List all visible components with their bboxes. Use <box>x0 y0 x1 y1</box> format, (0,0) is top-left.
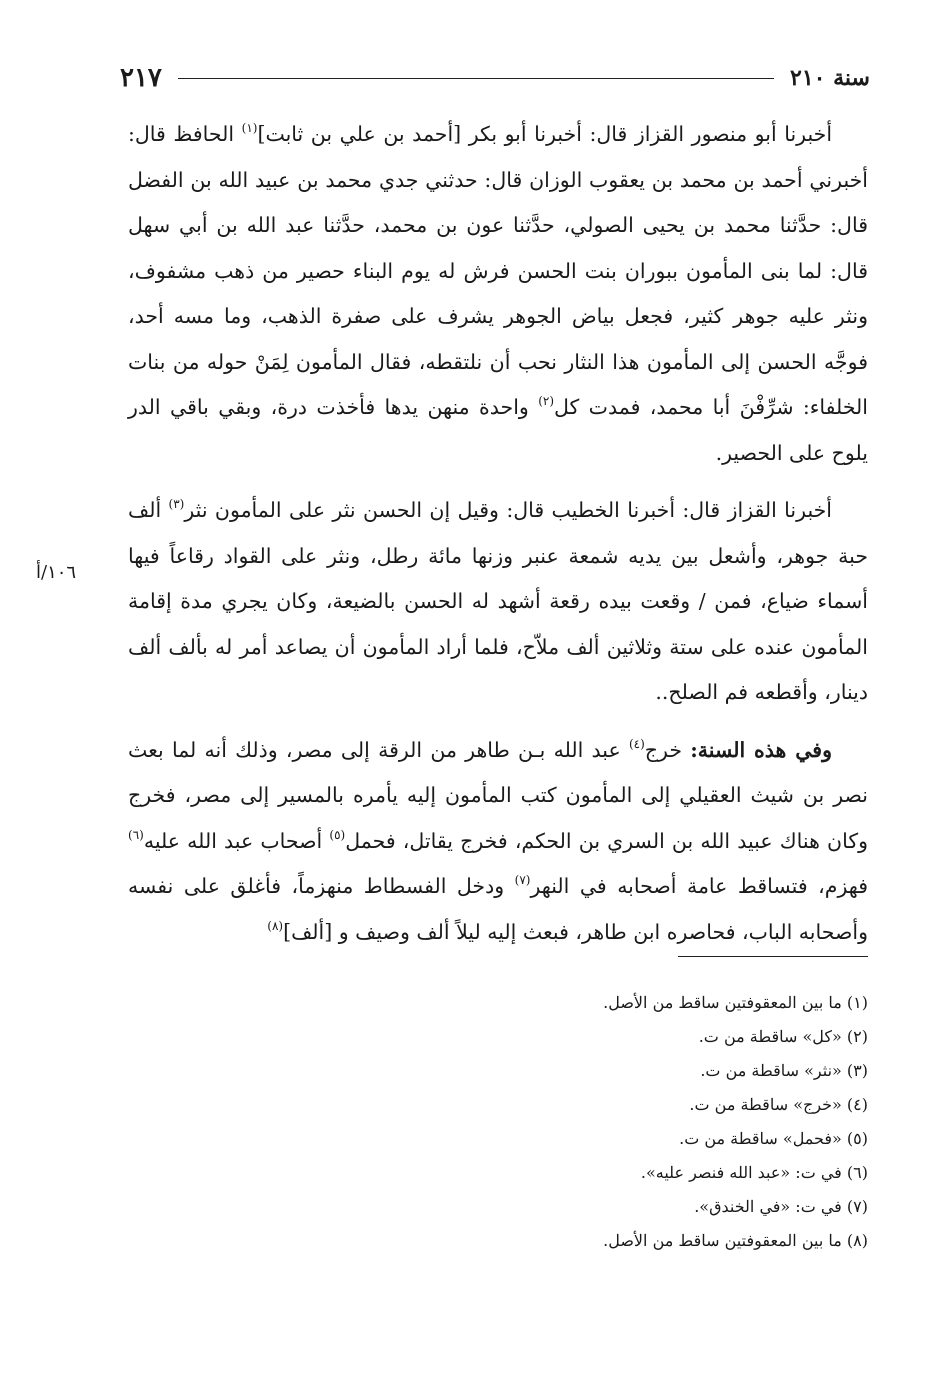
text-run: واحدة منهن يدها فأخذت درة، وبقي باقي الدر يلوح على الحصير. <box>128 395 868 465</box>
paragraph <box>128 112 868 476</box>
footnote: (٣) «نثر» ساقطة من ت. <box>700 1061 868 1080</box>
text-run: فهزم، فتساقط عامة أصحابه في النهر <box>530 874 869 898</box>
footnote-separator <box>678 956 868 957</box>
footnote: (١) ما بين المعقوفتين ساقط من الأصل. <box>603 993 868 1012</box>
paragraph <box>128 728 868 956</box>
footnote: (٤) «خرج» ساقطة من ت. <box>689 1095 868 1114</box>
text-run: أخبرنا أبو منصور القزاز قال: أخبرنا أبو بكر [أحمد بن علي بن ثابت] <box>257 122 833 146</box>
text-run: أصحاب عبد الله عليه <box>143 828 330 853</box>
text-run: ودخل الفسطاط منهزماً، فأغلق على نفسه وأصحابه الباب، فحاصره ابن طاهر، فبعث إليه ليلاً ألف وصيف و [ألف] <box>128 874 868 944</box>
paragraph <box>128 488 868 716</box>
footnote-marker: (٦) <box>128 827 144 842</box>
text-run: أخبرنا القزاز قال: أخبرنا الخطيب قال: وقيل إن الحسن نثر على المأمون نثر <box>184 498 832 522</box>
footnote-marker: (٢) <box>538 394 555 408</box>
footnote: (٦) في ت: «عبد الله فنصر عليه». <box>640 1163 868 1182</box>
footnote: (٧) في ت: «في الخندق». <box>694 1197 868 1216</box>
footnote-marker: (٣) <box>168 497 185 511</box>
page-header <box>120 58 870 98</box>
section-lead: وفي هذه السنة: <box>690 737 832 762</box>
footnote-marker: (٥) <box>329 827 346 842</box>
text-run: الحافظ قال: أخبرني أحمد بن محمد بن يعقوب الوزان قال: حدثني جدي محمد بن عبيد الله بن الفضل قال: حدَّثنا محمد بن يحيى الصولي، حدَّثنا عون بن محمد، حدَّثنا عبد الله بن أبي سهل قال: لما بنى المأمون ببوران بنت الحسن فرش له يوم البناء حصير من ذهب مشفوف، ونثر عليه جوهر كثير، فجعل بياض الجوهر يشرف على صفرة الذهب، وما مسه أحد، فوجَّه الحسن إلى المأمون هذا النثار نحب أن نلتقطه، فقال المأمون لِمَنْ حوله من بنات الخلفاء: شرِّفْنَ أبا محمد، فمدت كل <box>128 122 868 419</box>
footnotes-list <box>200 986 868 1258</box>
main-text <box>128 112 868 967</box>
footnote-marker: (٧) <box>514 873 531 887</box>
footnote: (٥) «فحمل» ساقطة من ت. <box>679 1129 868 1148</box>
footnote-marker: (٤) <box>628 736 645 751</box>
text-run: خرج <box>644 737 691 762</box>
footnote: (٢) «كل» ساقطة من ت. <box>698 1027 868 1046</box>
header-rule <box>178 78 774 79</box>
running-head-year: سنة ٢١٠ <box>790 65 870 91</box>
marginal-folio-note: ١٠٦/أ <box>36 562 77 583</box>
text-run: ألف حبة جوهر، وأشعل بين يديه شمعة عنبر وزنها مائة رطل، ونثر على القواد رقاعاً فيها أسماء ضياع، فمن / وقعت بيده رقعة أشهد له الحسن بالضيعة، وكان يجري مدة إقامة المأمون عنده على ستة وثلاثين ألف ملاّح، فلما أراد المأمون أن يصاعد أمر له بألف ألف دينار، وأقطعه فم الصلح.. <box>128 498 868 704</box>
footnote-marker: (١) <box>241 121 258 135</box>
page-number: ٢١٧ <box>120 63 162 93</box>
footnote-marker: (٨) <box>267 918 284 933</box>
text-run: عبد الله بـن طاهر من الرقة إلى مصر، وذلك أنه لما بعث نصر بن شيث العقيلي إلى المأمون كتب المأمون إليه يأمره بالمسير إلى مصر، فخرج وكان هناك عبيد الله بن السري بن الحكم، فخرج يقاتل، فحمل <box>128 737 868 853</box>
footnote: (٨) ما بين المعقوفتين ساقط من الأصل. <box>603 1231 868 1250</box>
